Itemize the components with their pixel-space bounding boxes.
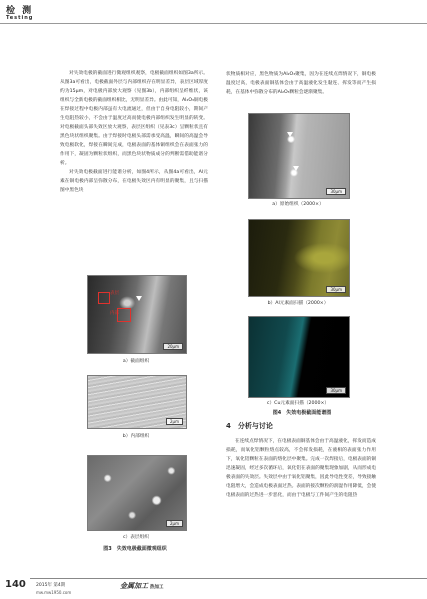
surface-label: 表层 <box>110 291 119 296</box>
paragraph: 在连续点焊情况下，在电极表面铜基体会由于高温液化，挥发而造成损耗，而氧化铝颗粒熔点较高，不会挥发损耗，在液相的表面张力作用下，氧化铝颗粒在表面的熔化层中聚集。完成一次焊接后，电极表面的铜迅速凝固，经过多次循环后，氧化铝在表面的聚集现象加剧，从而形成电极表面的失效层。失效层中由于氧化铝聚集，因此导电性变差，导致接触电阻增大，会造成电极表面过热。表面的接次颗粒的润湿作用降低，会使电极表面的过热进一步恶化，而由于电极与工件间产生的电阻热 <box>226 439 377 498</box>
inner-structure-micrograph <box>87 375 187 429</box>
figure-caption: a）截面组织 <box>122 359 150 364</box>
surface-structure-micrograph <box>87 455 187 531</box>
scale-bar: 2μm <box>166 418 183 425</box>
al-element-map <box>248 219 350 297</box>
paragraph: 状物质相对应，黑色物质为Al₂O₃聚集，因为在连续点焊情况下，铜电极温度过高，电极表面铜基体会由于高温液化发生黏连、挥发等而产生损耗，在基体中弥散分布的Al₂O₃颗粒会逐渐聚集。 <box>226 72 376 95</box>
original-structure-micrograph <box>248 113 350 199</box>
issue-info: 2015年 第4期 <box>36 583 66 588</box>
figure-title: 图4 失效电极截面能谱图 <box>272 410 332 416</box>
arrow-icon <box>293 166 299 171</box>
figure-caption: a）原始组织（2000×） <box>272 202 324 207</box>
paragraph: 对失效电极截面进行能谱分析，如图4所示，从图4a可看出，Al元素在铜电极内部呈弥散分布，在电极失效区内有明显的聚集，且与扫描图中黑色块 <box>60 170 208 193</box>
logo-subtext: 热加工 <box>150 585 164 590</box>
journal-section-subtitle: Testing <box>6 15 34 21</box>
page-number: 140 <box>5 579 26 590</box>
journal-logo <box>120 581 164 591</box>
scale-bar: 30μm <box>326 387 346 394</box>
inner-region-box <box>117 308 131 322</box>
surface-region-box <box>98 292 110 304</box>
scale-bar: 20μm <box>163 343 183 350</box>
figure-title: 图3 失效电极截面微观组织 <box>103 546 167 552</box>
section-heading: 4 分析与讨论 <box>226 422 273 430</box>
journal-section-title: 检 测 <box>6 6 34 16</box>
scale-bar: 2μm <box>166 520 183 527</box>
scale-bar: 30μm <box>326 286 346 293</box>
cu-element-map <box>248 316 350 398</box>
arrow-icon <box>287 132 293 137</box>
scale-bar: 30μm <box>326 188 346 195</box>
header-divider <box>0 23 427 24</box>
inner-label: 内部 <box>110 311 119 316</box>
footer-divider <box>30 578 427 579</box>
figure-caption: b）Al元素面扫描（2000×） <box>267 301 329 306</box>
cross-section-micrograph <box>87 275 187 354</box>
journal-url: mw.mw1950.com <box>36 590 72 595</box>
right-column-text <box>226 437 376 500</box>
figure-caption: b）内部组织 <box>122 434 150 439</box>
arrow-icon <box>136 296 142 301</box>
figure-caption: c）表层组织 <box>122 535 149 540</box>
paragraph: 对失效电极的截面进行微观组织观察，电极截面组织如图3a所示。从图3a可看出，电极截面外层与内部组织存在明显差异，表层区域厚度约为15μm，对电极内部放大观察（见图3b），内部组织呈纤维状，该组织与全新电极的截面组织相比，无明显差异。由此可知，Al₂O₃铜电极在焊接过程中电极内部虽有大电流通过，但由于自身电阻较小，期间产生电阻热较小，不会由于温度过高而使电极内部组织发生明显的转变。对电极截面头部失效区放大观察，表层区组织（见表3c）呈颗粒状且有黑色块状组织聚集。由于焊接时电极头部需承受高温，瞬间的高温会导致电极软化，焊接在瞬间完成，电极表面的基体铜组织会在表面张力的作用下，凝固为颗粒状组织，而黑色块状物质成分的判断需借助能谱分析。 <box>60 71 208 166</box>
logo-text: 金属加工 <box>120 581 148 590</box>
figure-caption: c）Cu元素面扫描（2000×） <box>266 401 330 406</box>
right-column-text <box>226 70 376 97</box>
left-column-text <box>60 69 208 195</box>
